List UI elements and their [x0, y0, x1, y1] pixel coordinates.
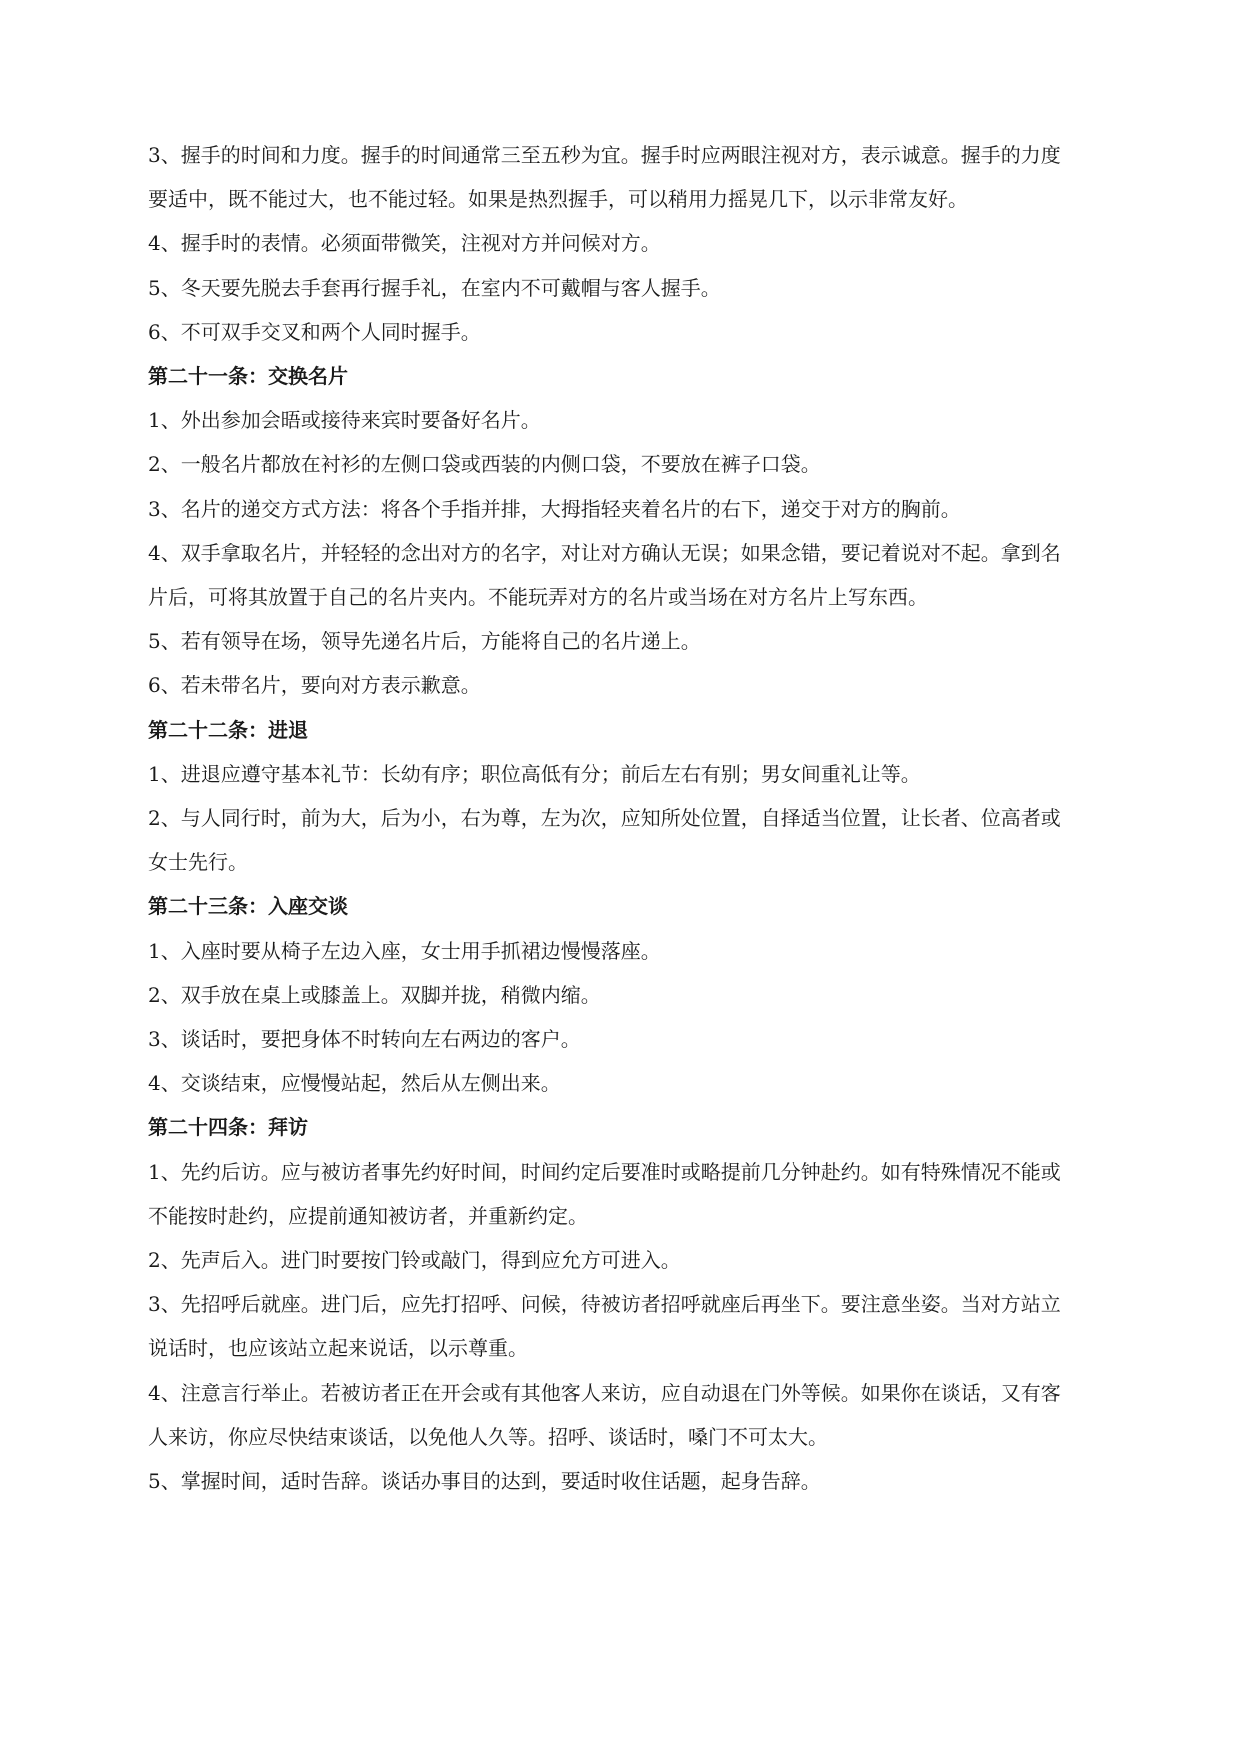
paragraph-line: 3、握手的时间和力度。握手的时间通常三至五秒为宜。握手时应两眼注视对方，表示诚意。握手的力度	[148, 143, 1061, 167]
section-heading: 第二十一条：交换名片	[148, 364, 348, 388]
paragraph-line: 不能按时赴约，应提前通知被访者，并重新约定。	[148, 1204, 588, 1228]
paragraph-line: 4、注意言行举止。若被访者正在开会或有其他客人来访，应自动退在门外等候。如果你在谈话，又有客	[148, 1381, 1061, 1405]
paragraph-line: 2、与人同行时，前为大，后为小，右为尊，左为次，应知所处位置，自择适当位置，让长者、位高者或	[148, 806, 1061, 830]
paragraph-line: 人来访，你应尽快结束谈话，以免他人久等。招呼、谈话时，嗓门不可太大。	[148, 1425, 828, 1449]
paragraph-line: 5、掌握时间，适时告辞。谈话办事目的达到，要适时收住话题，起身告辞。	[148, 1469, 821, 1493]
paragraph-line: 2、先声后入。进门时要按门铃或敲门，得到应允方可进入。	[148, 1248, 681, 1272]
paragraph-line: 6、若未带名片，要向对方表示歉意。	[148, 673, 481, 697]
paragraph-line: 片后，可将其放置于自己的名片夹内。不能玩弄对方的名片或当场在对方名片上写东西。	[148, 585, 928, 609]
paragraph-line: 要适中，既不能过大，也不能过轻。如果是热烈握手，可以稍用力摇晃几下，以示非常友好。	[148, 187, 968, 211]
paragraph-line: 2、双手放在桌上或膝盖上。双脚并拢，稍微内缩。	[148, 983, 601, 1007]
paragraph-line: 3、谈话时，要把身体不时转向左右两边的客户。	[148, 1027, 581, 1051]
paragraph-line: 3、名片的递交方式方法：将各个手指并排，大拇指轻夹着名片的右下，递交于对方的胸前。	[148, 497, 961, 521]
paragraph-line: 1、外出参加会晤或接待来宾时要备好名片。	[148, 408, 541, 432]
paragraph-line: 5、若有领导在场，领导先递名片后，方能将自己的名片递上。	[148, 629, 701, 653]
paragraph-line: 4、双手拿取名片，并轻轻的念出对方的名字，对让对方确认无误；如果念错，要记着说对不起。拿到名	[148, 541, 1061, 565]
section-heading: 第二十三条：入座交谈	[148, 894, 348, 918]
paragraph-line: 1、入座时要从椅子左边入座，女士用手抓裙边慢慢落座。	[148, 939, 661, 963]
paragraph-line: 1、先约后访。应与被访者事先约好时间，时间约定后要准时或略提前几分钟赴约。如有特殊情况不能或	[148, 1160, 1061, 1184]
paragraph-line: 2、一般名片都放在衬衫的左侧口袋或西装的内侧口袋，不要放在裤子口袋。	[148, 452, 821, 476]
paragraph-line: 4、握手时的表情。必须面带微笑，注视对方并问候对方。	[148, 231, 661, 255]
paragraph-line: 6、不可双手交叉和两个人同时握手。	[148, 320, 481, 344]
paragraph-line: 3、先招呼后就座。进门后，应先打招呼、问候，待被访者招呼就座后再坐下。要注意坐姿。当对方站立	[148, 1292, 1061, 1316]
section-heading: 第二十四条：拜访	[148, 1115, 308, 1139]
section-heading: 第二十二条：进退	[148, 718, 308, 742]
paragraph-line: 说话时，也应该站立起来说话，以示尊重。	[148, 1336, 528, 1360]
paragraph-line: 5、冬天要先脱去手套再行握手礼，在室内不可戴帽与客人握手。	[148, 276, 721, 300]
paragraph-line: 1、进退应遵守基本礼节：长幼有序；职位高低有分；前后左右有别；男女间重礼让等。	[148, 762, 921, 786]
paragraph-line: 女士先行。	[148, 850, 248, 874]
paragraph-line: 4、交谈结束，应慢慢站起，然后从左侧出来。	[148, 1071, 561, 1095]
